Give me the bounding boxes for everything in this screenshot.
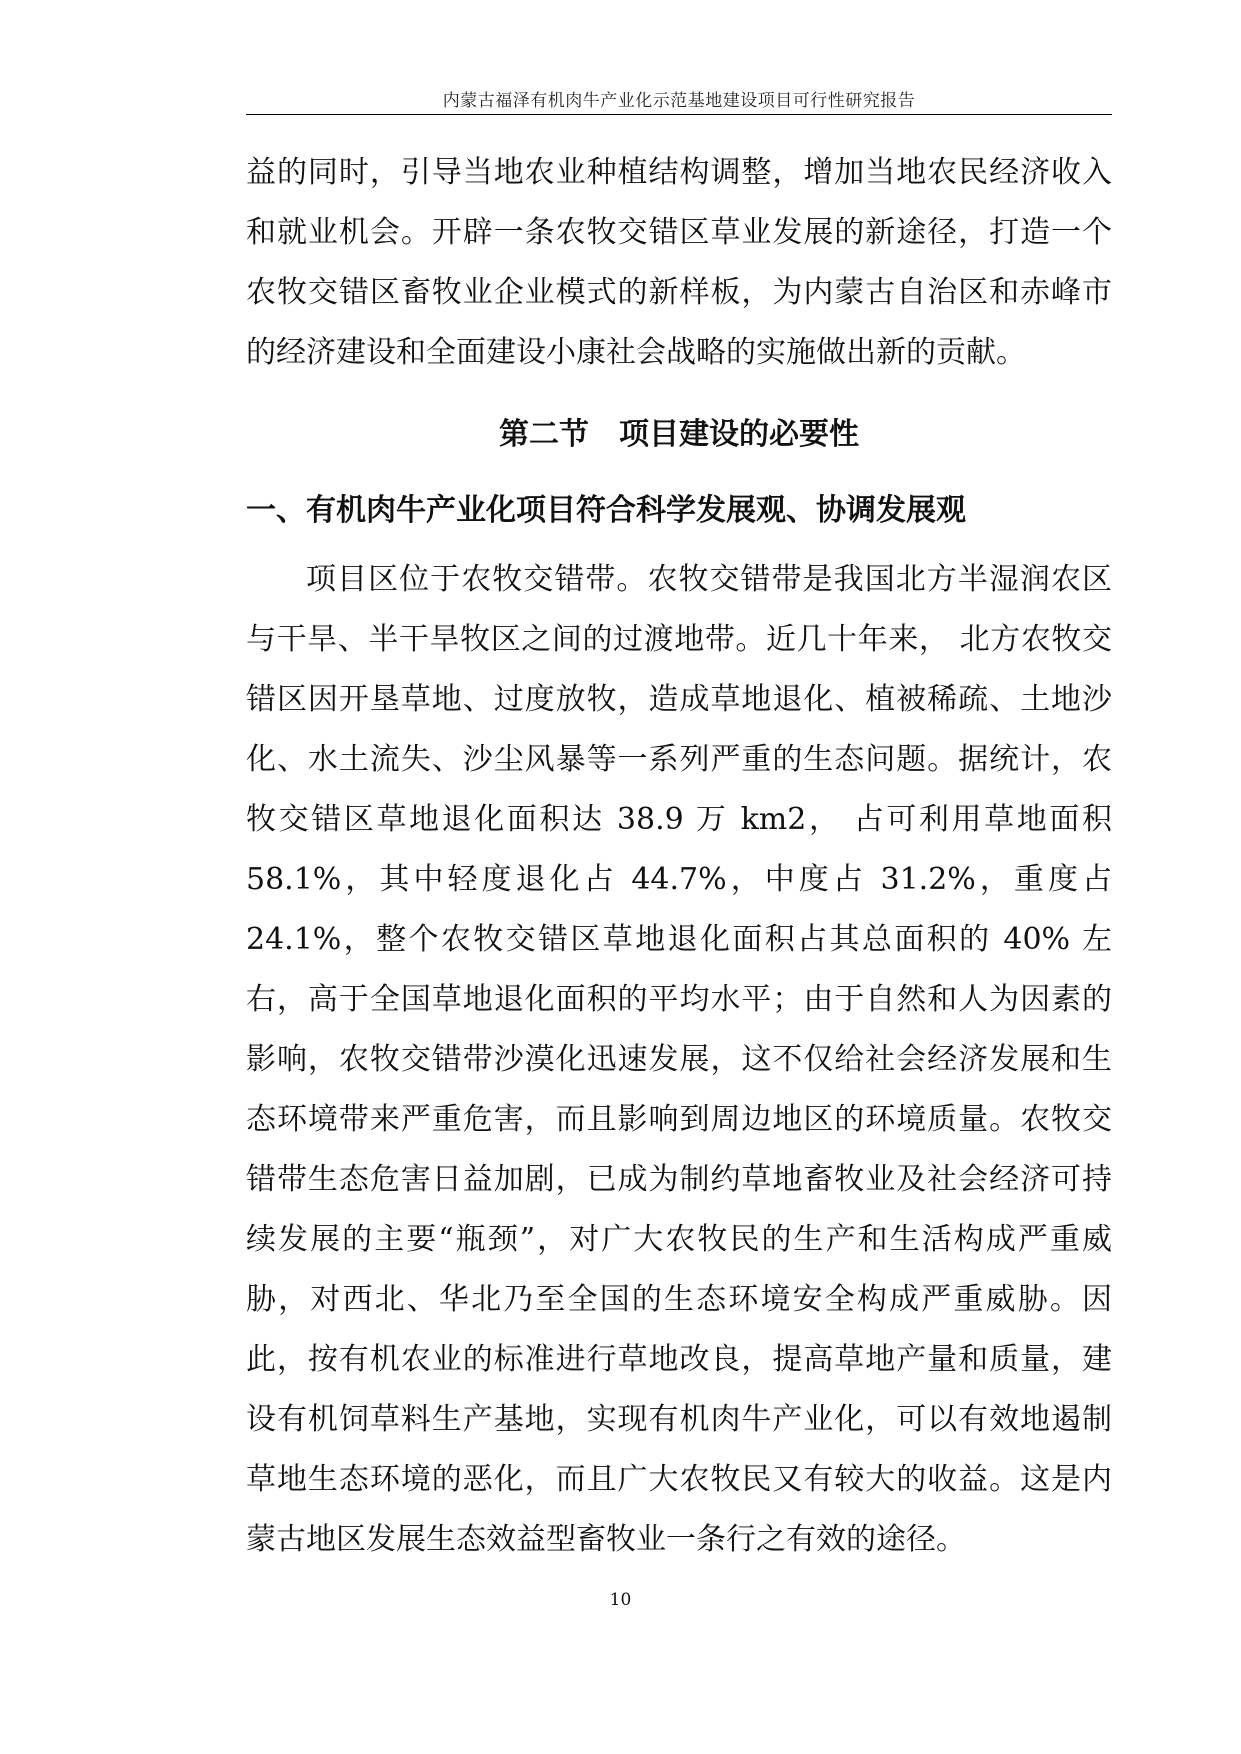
section-title: 第二节 项目建设的必要性 — [499, 417, 859, 452]
running-header: 内蒙古福泽有机肉牛产业化示范基地建设项目可行性研究报告 — [442, 91, 916, 111]
paragraph-continued: 益的同时，引导当地农业种植结构调整，增加当地农民经济收入和就业机会。开辟一条农牧交错区草业发展的新途径，打造一个农牧交错区畜牧业企业模式的新样板，为内蒙古自治区和赤峰市的经济建设和全面建设小康社会战略的实施做出新的贡献。 — [246, 155, 1112, 370]
subsection-heading: 一、有机肉牛产业化项目符合科学发展观、协调发展观 — [246, 493, 966, 528]
page-number: 10 — [609, 1590, 632, 1610]
header-rule — [246, 114, 1112, 115]
paragraph-main: 项目区位于农牧交错带。农牧交错带是我国北方半湿润农区与干旱、半干旱牧区之间的过渡地带。近几十年来， 北方农牧交错区因开垦草地、过度放牧，造成草地退化、植被稀疏、土地沙化、水土流失、沙尘风暴等一系列严重的生态问题。据统计，农牧交错区草地退化面积达 38.9 万 km2， 占可利用草地面积58.1%，其中轻度退化占 44.7%，中度占 31.2%，重度占 24.1%，整个农牧交错区草地退化面积占其总面积的 40% 左右，高于全国草地退化面积的平均水平；由于自然和人为因素的影响，农牧交错带沙漠化迅速发展，这不仅给社会经济发展和生态环境带来严重危害，而且影响到周边地区的环境质量。农牧交错带生态危害日益加剧，已成为制约草地畜牧业及社会经济可持续发展的主要“瓶颈”，对广大农牧民的生产和生活构成严重威胁，对西北、华北乃至全国的生态环境安全构成严重威胁。因此，按有机农业的标准进行草地改良，提高草地产量和质量，建设有机饲草料生产基地，实现有机肉牛产业化，可以有效地遏制草地生态环境的恶化，而且广大农牧民又有较大的收益。这是内蒙古地区发展生态效益型畜牧业一条行之有效的途径。 — [246, 562, 1112, 1557]
